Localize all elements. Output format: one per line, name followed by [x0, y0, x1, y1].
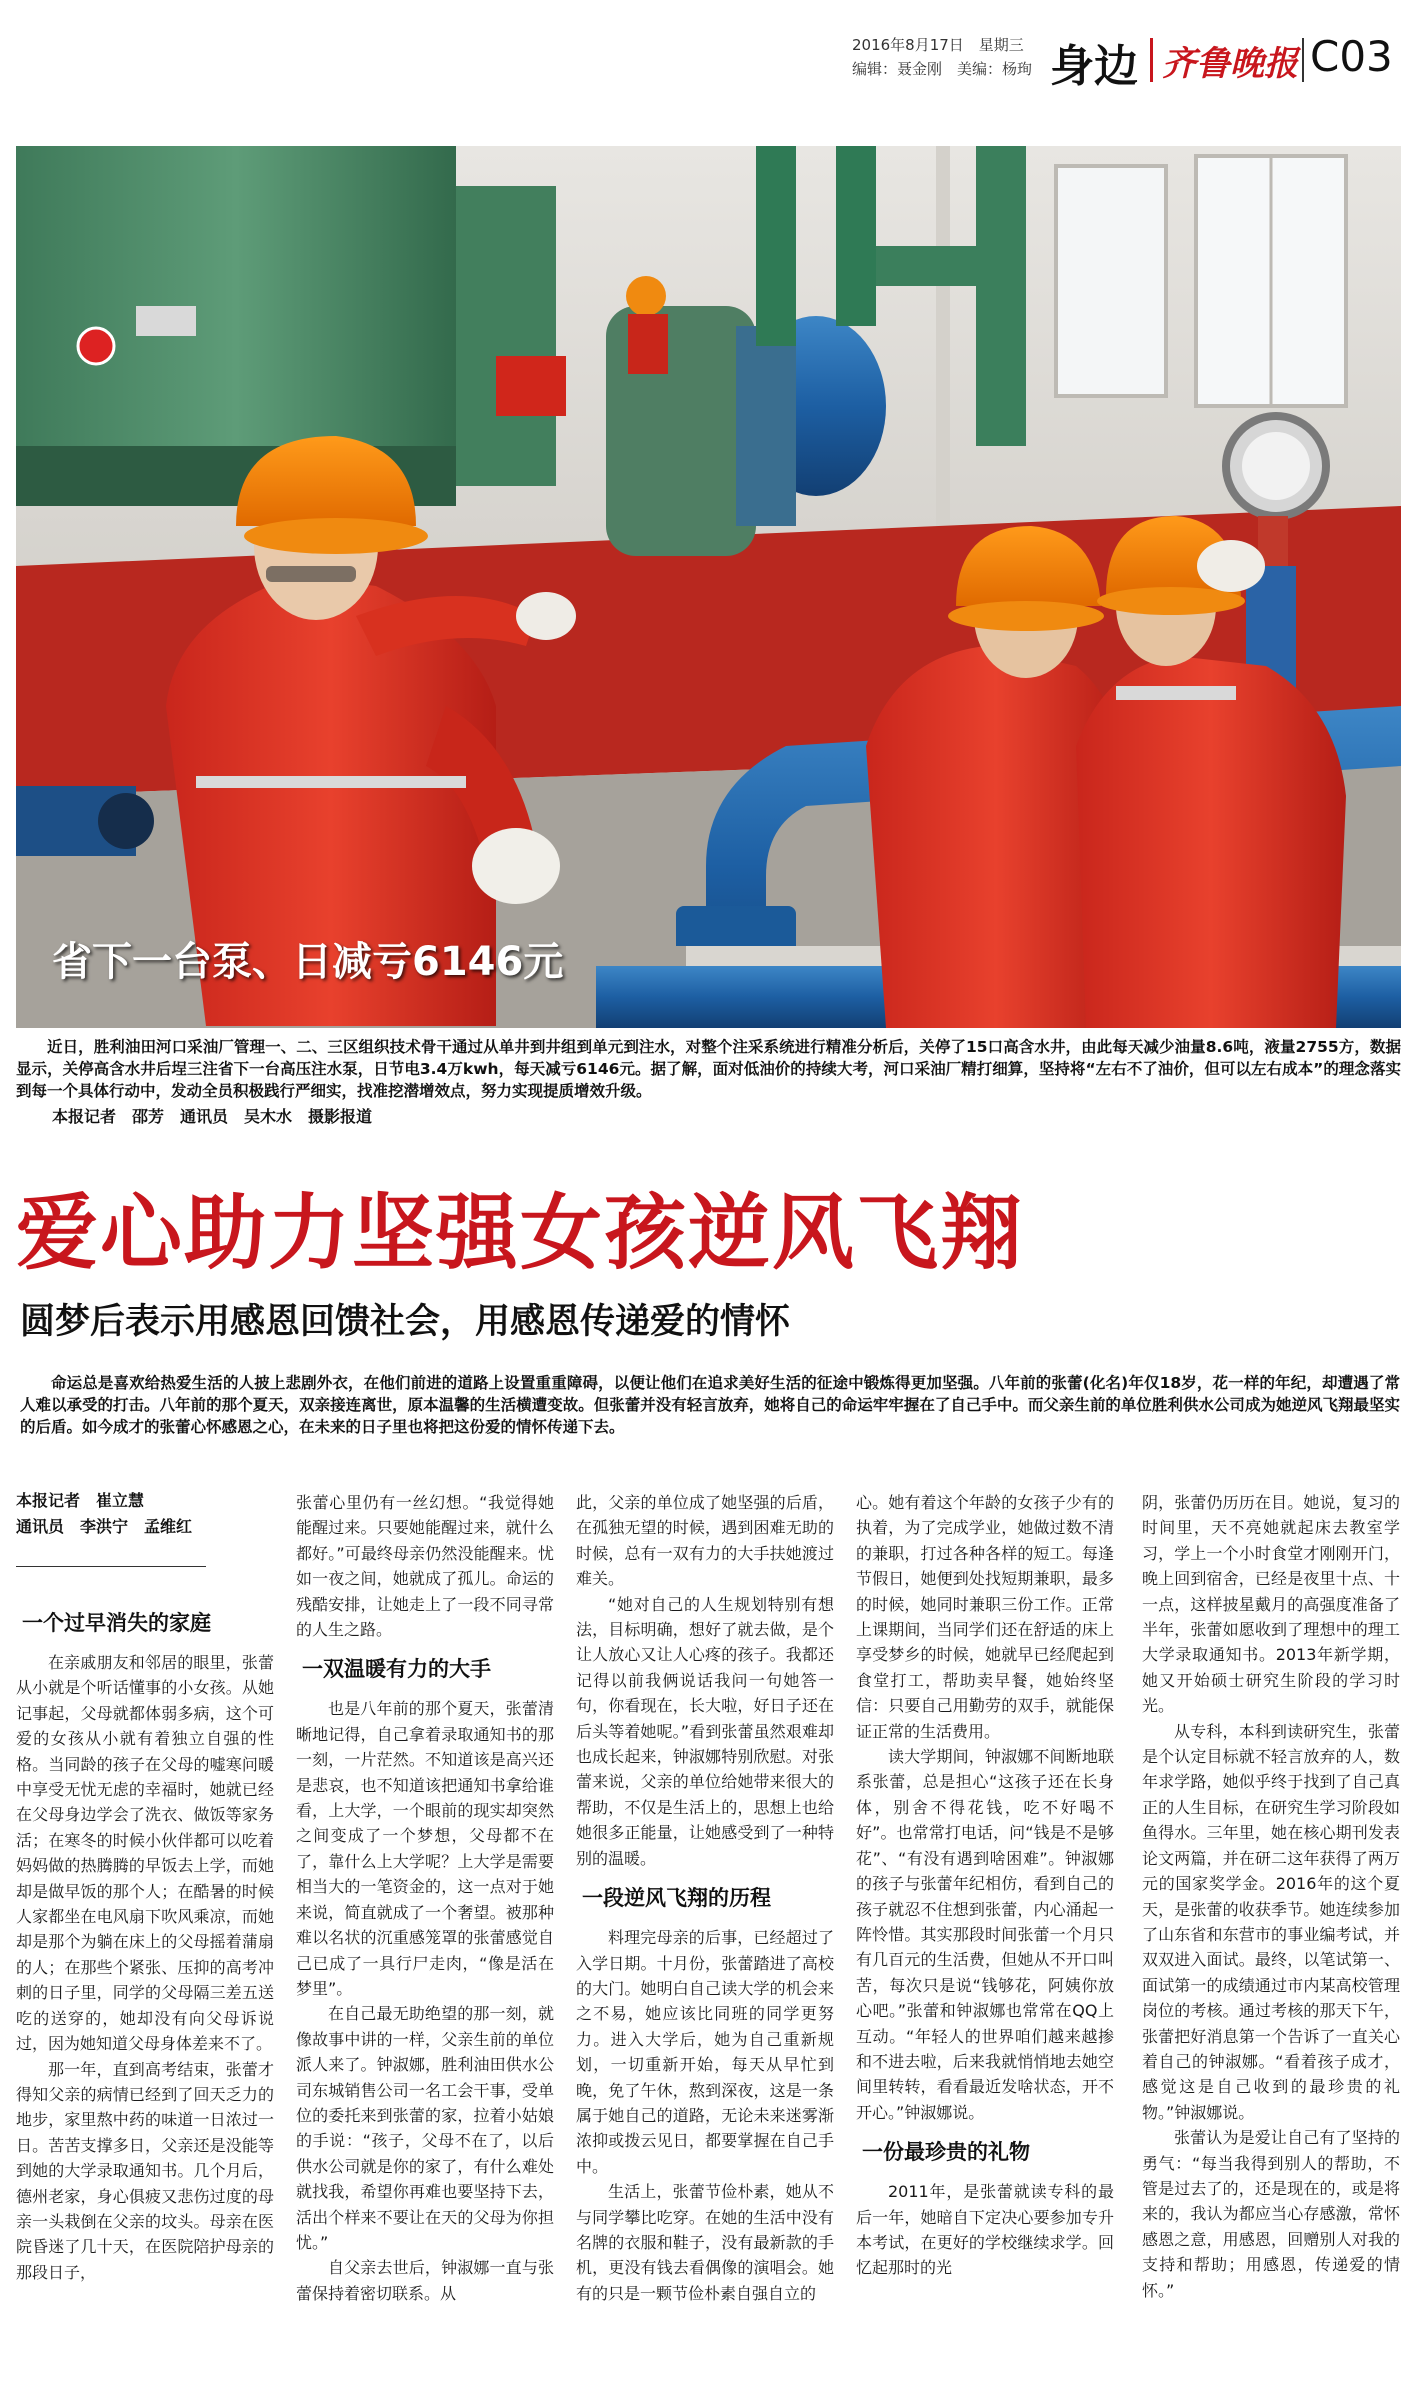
paragraph: “她对自己的人生规划特别有想法，目标明确，想好了就去做，是个让人放心又让人心疼的孩子。我都还记得以前我俩说话我问一句她答一句，你看现在，长大啦，好日子还在后头等着她呢。”看到张蕾虽然艰难却也成长起来，钟淑娜特别欣慰。对张蕾来说，父亲的单位给她带来很大的帮助，不仅是生活上的，思想上也给她很多正能量，让她感受到了一种特别的温暖。	[576, 1594, 834, 1868]
byline-divider	[16, 1566, 206, 1567]
article-subheadline: 圆梦后表示用感恩回馈社会，用感恩传递爱的情怀	[20, 1302, 791, 1342]
byline-reporter: 本报记者 崔立慧	[16, 1491, 145, 1510]
photo-overlay-title: 省下一台泵、日减亏6146元	[52, 939, 564, 985]
paragraph: 从专科，本科到读研究生，张蕾是个认定目标就不轻言放弃的人，数年求学路，她似乎终于找到了自己真正的人生目标，在研究生学习阶段如鱼得水。三年里，她在核心期刊发表论文两篇，并在研二这年获得了两万元的国家奖学金。2016年的这个夏天，是张蕾的收获季节。她连续参加了山东省和东营市的事业编考试，并双双进入面试。最终，以笔试第一、面试第一的成绩通过市内某高校管理岗位的考核。通过考核的那天下午，张蕾把好消息第一个告诉了一直关心着自己的钟淑娜。“看着孩子成才，感觉这是自己收到的最珍贵的礼物。”钟淑娜说。	[1142, 1721, 1400, 2122]
editor-credits: 编辑：聂金刚 美编：杨珣	[852, 60, 1033, 78]
article-headline: 爱心助力坚强女孩逆风飞翔	[16, 1186, 1025, 1281]
paragraph: 张蕾心里仍有一丝幻想。“我觉得她能醒过来。只要她能醒过来，就什么都好。”可最终母亲仍然没能醒来。忧如一夜之间，她就成了孤儿。命运的残酷安排，让她走上了一段不同寻常的人生之路。	[296, 1493, 554, 1640]
photo-caption: 近日，胜利油田河口采油厂管理一、二、三区组织技术骨干通过从单井到井组到单元到注水，对整个注采系统进行精准分析后，关停了15口高含水井，由此每天减少油量8.6吨，液量2755方，数据显示，关停高含水井后埕三注省下一台高压注水泵，日节电3.4万kwh，每天减亏6146元。据了解，面对低油价的持续大考，河口采油厂精打细算，坚持将“左右不了油价，但可以左右成本”的理念落实到每一个具体行动中，发动全员积极践行严细实，找准挖潜增效点，努力实现提质增效升级。	[16, 1038, 1401, 1100]
paragraph: 也是八年前的那个夏天，张蕾清晰地记得，自己拿着录取通知书的那一刻，一片茫然。不知道该是高兴还是悲哀，也不知道该把通知书拿给谁看，上大学，一个眼前的现实却突然之间变成了一个梦想，父母都不在了，靠什么上大学呢？上大学是需要相当大的一笔资金的，这一点对于她来说，简直就成了一个奢望。被那种难以名状的沉重感笼罩的张蕾感觉自己已成了一具行尸走肉，“像是活在梦里”。	[296, 1699, 554, 1998]
byline	[16, 1488, 206, 1540]
section-title: 身边	[1050, 41, 1138, 92]
section-heading: 一个过早消失的家庭	[22, 1611, 211, 1635]
pump-room-illustration	[16, 146, 1401, 1028]
newspaper-logo: 齐鲁晚报	[1162, 44, 1298, 84]
paragraph: 心。她有着这个年龄的女孩子少有的执着，为了完成学业，她做过数不清的兼职，打过各种各样的短工。每逢节假日，她便到处找短期兼职，最多的时候，她同时兼职三份工作。正常上课期间，当同学们还在舒适的床上享受梦乡的时候，她就早已经爬起到食堂打工，帮助卖早餐，她始终坚信：只要自己用勤劳的双手，就能保证正常的生活费用。	[856, 1493, 1114, 1741]
paragraph: 那一年，直到高考结束，张蕾才得知父亲的病情已经到了回天乏力的地步，家里熬中药的味道一日浓过一日。苦苦支撑多日，父亲还是没能等到她的大学录取通知书。几个月后，德州老家，身心俱疲又悲伤过度的母亲一头栽倒在父亲的坟头。母亲在医院昏迷了几十天，在医院陪护母亲的那段日子，	[16, 2059, 274, 2282]
issue-date: 2016年8月17日 星期三	[852, 36, 1024, 54]
paragraph: 生活上，张蕾节俭朴素，她从不与同学攀比吃穿。在她的生活中没有名牌的衣服和鞋子，没有最新款的手机，更没有钱去看偶像的演唱会。她有的只是一颗节俭朴素自强自立的	[576, 2182, 834, 2303]
paragraph: 在亲戚朋友和邻居的眼里，张蕾从小就是个听话懂事的小女孩。从她记事起，父母就都体弱多病，这个可爱的女孩从小就有着独立自强的性格。当同龄的孩子在父母的嘘寒问暖中享受无忧无虑的幸福时，她就已经在父母身边学会了洗衣、做饭等家务活；在寒冬的时候小伙伴都可以吃着妈妈做的热腾腾的早饭去上学，而她却是做早饭的那个人；在酷暑的时候人家都坐在电风扇下吹风乘凉，而她却是那个为躺在床上的父母摇着蒲扇的人；在那些个紧张、压抑的高考冲刺的日子里，同学的父母隔三差五送吃的送穿的，她却没有向父母诉说过，因为她知道父母身体差来不了。	[16, 1653, 274, 2054]
masthead	[0, 0, 1417, 120]
article-column-4	[856, 1490, 1114, 2281]
paragraph: 读大学期间，钟淑娜不间断地联系张蕾，总是担心“这孩子还在长身体，别舍不得花钱，吃不好喝不好”。也常常打电话，问“钱是不是够花”、“有没有遇到啥困难”。钟淑娜的孩子与张蕾年纪相仿，看到自己的孩子就忍不住想到张蕾，内心涌起一阵怜惜。其实那段时间张蕾一个月只有几百元的生活费，但她从不开口叫苦，每次只是说“钱够花，阿姨你放心吧。”张蕾和钟淑娜也常常在QQ上互动。“年轻人的世界咱们越来越掺和不进去啦，后来我就悄悄地去她空间里转转，看看最近发啥状态，开不开心。”钟淑娜说。	[856, 1747, 1114, 2122]
paragraph: 阴，张蕾仍历历在目。她说，复习的时间里，天不亮她就起床去教室学习，学上一个小时食堂才刚刚开门，晚上回到宿舍，已经是夜里十点、十一点，这样披星戴月的高强度准备了半年，张蕾如愿收到了理想中的理工大学录取通知书。2013年新学期，她又开始硕士研究生阶段的学习时光。	[1142, 1493, 1400, 1716]
paragraph: 2011年，是张蕾就读专科的最后一年，她暗自下定决心要参加专升本考试，在更好的学校继续求学。回忆起那时的光	[856, 2182, 1114, 2278]
page-number: C03	[1310, 32, 1393, 81]
paragraph: 料理完母亲的后事，已经超过了入学日期。十月份，张蕾踏进了高校的大门。她明白自己读大学的机会来之不易，她应该比同班的同学更努力。进入大学后，她为自己重新规划，一切重新开始，每天从早忙到晚，免了午休，熬到深夜，这是一条属于她自己的道路，无论未来迷雾渐浓抑或拨云见日，都要掌握在自己手中。	[576, 1928, 834, 2176]
article-column-2	[296, 1490, 554, 2306]
article-intro: 命运总是喜欢给热爱生活的人披上悲剧外衣，在他们前进的道路上设置重重障碍，以便让他们在追求美好生活的征途中锻炼得更加坚强。八年前的张蕾(化名)年仅18岁，花一样的年纪，却遭遇了常人难以承受的打击。八年前的那个夏天，双亲接连离世，原本温馨的生活横遭变故。但张蕾并没有轻言放弃，她将自己的命运牢牢握在了自己手中。而父亲生前的单位胜利供水公司成为她逆风飞翔最坚实的后盾。如今成才的张蕾心怀感恩之心，在未来的日子里也将把这份爱的情怀传递下去。	[20, 1374, 1400, 1436]
article-column-3	[576, 1490, 834, 2306]
masthead-divider	[1302, 38, 1304, 82]
article-column-1	[16, 1596, 274, 2285]
section-heading: 一份最珍贵的礼物	[862, 2140, 1030, 2165]
news-photo	[16, 146, 1401, 1028]
section-heading: 一段逆风飞翔的历程	[582, 1886, 771, 1911]
byline-correspondents: 通讯员 李洪宁 孟维红	[16, 1517, 193, 1536]
masthead-divider	[1150, 38, 1153, 82]
article-column-5	[1142, 1490, 1400, 2303]
paragraph: 此，父亲的单位成了她坚强的后盾，在孤独无望的时候，遇到困难无助的时候，总有一双有力的大手扶她渡过难关。	[576, 1493, 834, 1589]
paragraph: 自父亲去世后，钟淑娜一直与张蕾保持着密切联系。从	[296, 2258, 554, 2303]
paragraph: 张蕾认为是爱让自己有了坚持的勇气：“每当我得到别人的帮助，不管是过去了的，还是现在的，或是将来的，我认为都应当心存感激，常怀感恩之意，用感恩，回赠别人对我的支持和帮助；用感恩，传递爱的情怀。”	[1142, 2128, 1400, 2300]
section-heading: 一双温暖有力的大手	[302, 1657, 491, 1682]
photo-credits: 本报记者 邵芳 通讯员 吴木水 摄影报道	[52, 1107, 373, 1126]
paragraph: 在自己最无助绝望的那一刻，就像故事中讲的一样，父亲生前的单位派人来了。钟淑娜，胜利油田供水公司东城销售公司一名工会干事，受单位的委托来到张蕾的家，拉着小姑娘的手说：“孩子，父母不在了，以后供水公司就是你的家了，有什么难处就找我，希望你再难也要坚持下去，活出个样来不要让在天的父母为你担忧。”	[296, 2004, 554, 2252]
